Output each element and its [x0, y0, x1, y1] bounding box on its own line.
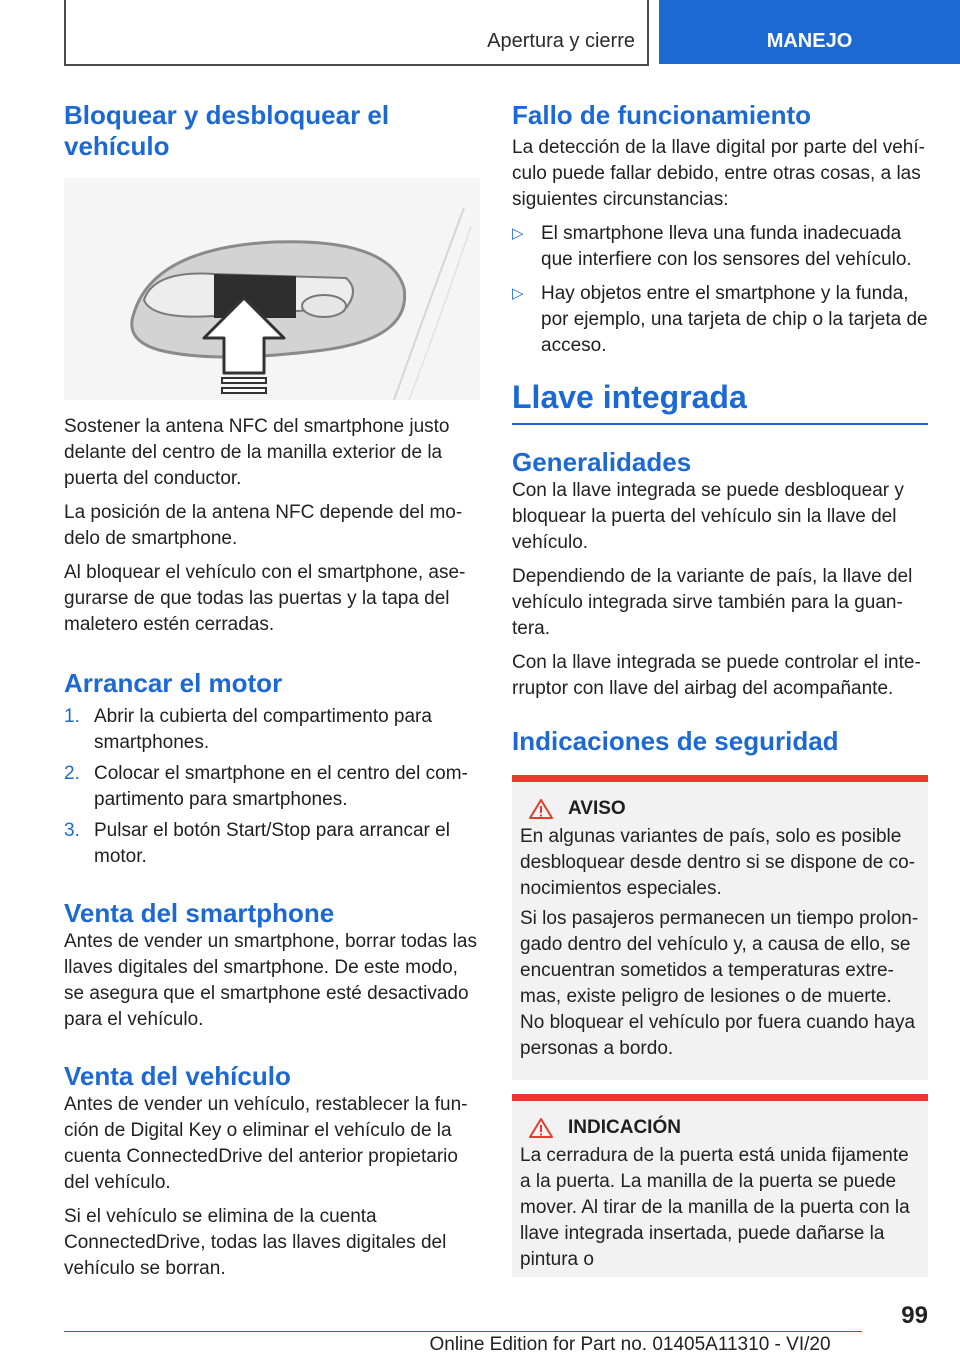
section-title: Apertura y cierre [487, 30, 635, 52]
safety-heading: Indicaciones de seguridad [512, 726, 839, 756]
sale-vehicle-paragraph-1: Antes de vender un vehículo, restablecer la función de Digital Key o eliminar el vehículo de la cuenta ConnectedDrive del anterior propietario del vehículo. [64, 1094, 468, 1193]
right-column [512, 100, 928, 1277]
sale-phone-heading: Venta del smartphone [64, 898, 335, 928]
left-column [64, 100, 480, 1282]
list-item-text: El smartphone lleva una funda inadecuada que interfiere con los sensores del vehículo. [541, 223, 912, 270]
integrated-key-heading: Llave integrada [512, 377, 928, 425]
warning-triangle-icon [528, 798, 554, 820]
step-item [64, 818, 480, 870]
nfc-paragraph-2: La posición de la antena NFC depende del modelo de smartphone. [64, 502, 463, 549]
step-number: 2. [64, 763, 80, 784]
aviso-title-row [520, 798, 920, 820]
aviso-title: AVISO [568, 798, 626, 819]
footer-divider [64, 1331, 862, 1332]
list-item-text: Hay objetos entre el smartphone y la funda, por ejemplo, una tarjeta de chip o la tarjeta de acceso. [541, 283, 928, 356]
warning-triangle-icon [528, 1117, 554, 1139]
door-handle-illustration [64, 178, 480, 400]
lock-heading: Bloquear y desbloquear el vehículo [64, 100, 390, 161]
indicacion-box [512, 1094, 928, 1277]
general-paragraph-1: Con la llave integrada se puede desbloquear y bloquear la puerta del vehículo sin la llave del vehículo. [512, 480, 904, 553]
failure-text: La detección de la llave digital por parte del vehículo puede fallar debido, entre otras cosas, a las siguientes circunstancias: [512, 137, 925, 210]
section-tab [64, 0, 649, 66]
failure-heading: Fallo de funcionamiento [512, 100, 812, 130]
indicacion-title-row [520, 1117, 920, 1139]
step-item [64, 761, 480, 813]
start-heading: Arrancar el motor [64, 668, 283, 698]
triangle-bullet-icon: ▷ [512, 285, 524, 302]
door-handle-svg [64, 178, 480, 400]
aviso-box [512, 775, 928, 1080]
sale-vehicle-paragraph-2: Si el vehículo se elimina de la cuenta ConnectedDrive, todas las llaves digitales del vehículo se borran. [64, 1206, 447, 1279]
chapter-title: MANEJO [766, 30, 853, 52]
aviso-paragraph-2: Si los pasajeros permanecen un tiempo prolongado dentro del vehículo y, a causa de ello, se encuentran sometidos a temperaturas extremas, existe peligro de lesiones o de muerte. No bloquear el vehículo por fuera cuando haya personas a bordo. [520, 908, 919, 1059]
page-number: 99 [901, 1302, 928, 1329]
step-number: 3. [64, 820, 80, 841]
list-item [512, 221, 928, 273]
aviso-paragraph-1: En algunas variantes de país, solo es posible desbloquear desde dentro si se dispone de conocimientos especiales. [520, 826, 916, 899]
general-paragraph-3: Con la llave integrada se puede controlar el interruptor con llave del airbag del acompañante. [512, 652, 921, 699]
step-number: 1. [64, 706, 80, 727]
list-item [512, 281, 928, 359]
start-steps [64, 704, 480, 870]
sale-vehicle-heading: Venta del vehículo [64, 1061, 291, 1091]
step-text: Abrir la cubierta del compartimento para smartphones. [94, 706, 432, 753]
chapter-tab [659, 0, 960, 64]
general-heading: Generalidades [512, 447, 692, 477]
step-text: Colocar el smartphone en el centro del compartimento para smartphones. [94, 763, 468, 810]
page-header [0, 0, 960, 66]
indicacion-title: INDICACIÓN [568, 1117, 681, 1138]
failure-list [512, 221, 928, 359]
sale-phone-text: Antes de vender un smartphone, borrar todas las llaves digitales del smartphone. De este modo, se asegura que el smartphone esté desactivado para el vehículo. [64, 931, 477, 1030]
triangle-bullet-icon: ▷ [512, 225, 524, 242]
nfc-paragraph-1: Sostener la antena NFC del smartphone justo delante del centro de la manilla exterior de la puerta del conductor. [64, 416, 450, 489]
general-paragraph-2: Dependiendo de la variante de país, la llave del vehículo integrada sirve también para la guantera. [512, 566, 913, 639]
step-item [64, 704, 480, 756]
step-text: Pulsar el botón Start/Stop para arrancar el motor. [94, 820, 450, 867]
edition-footer: Online Edition for Part no. 01405A11310 - VI/20 [429, 1334, 831, 1355]
indicacion-paragraph-1: La cerradura de la puerta está unida fijamente a la puerta. La manilla de la puerta se puede mover. Al tirar de la manilla de la puerta con la llave integrada insertada, puede dañarse la pintura o [520, 1145, 910, 1270]
nfc-paragraph-3: Al bloquear el vehículo con el smartphone, asegurarse de que todas las puertas y la tapa del maletero estén cerradas. [64, 562, 466, 635]
